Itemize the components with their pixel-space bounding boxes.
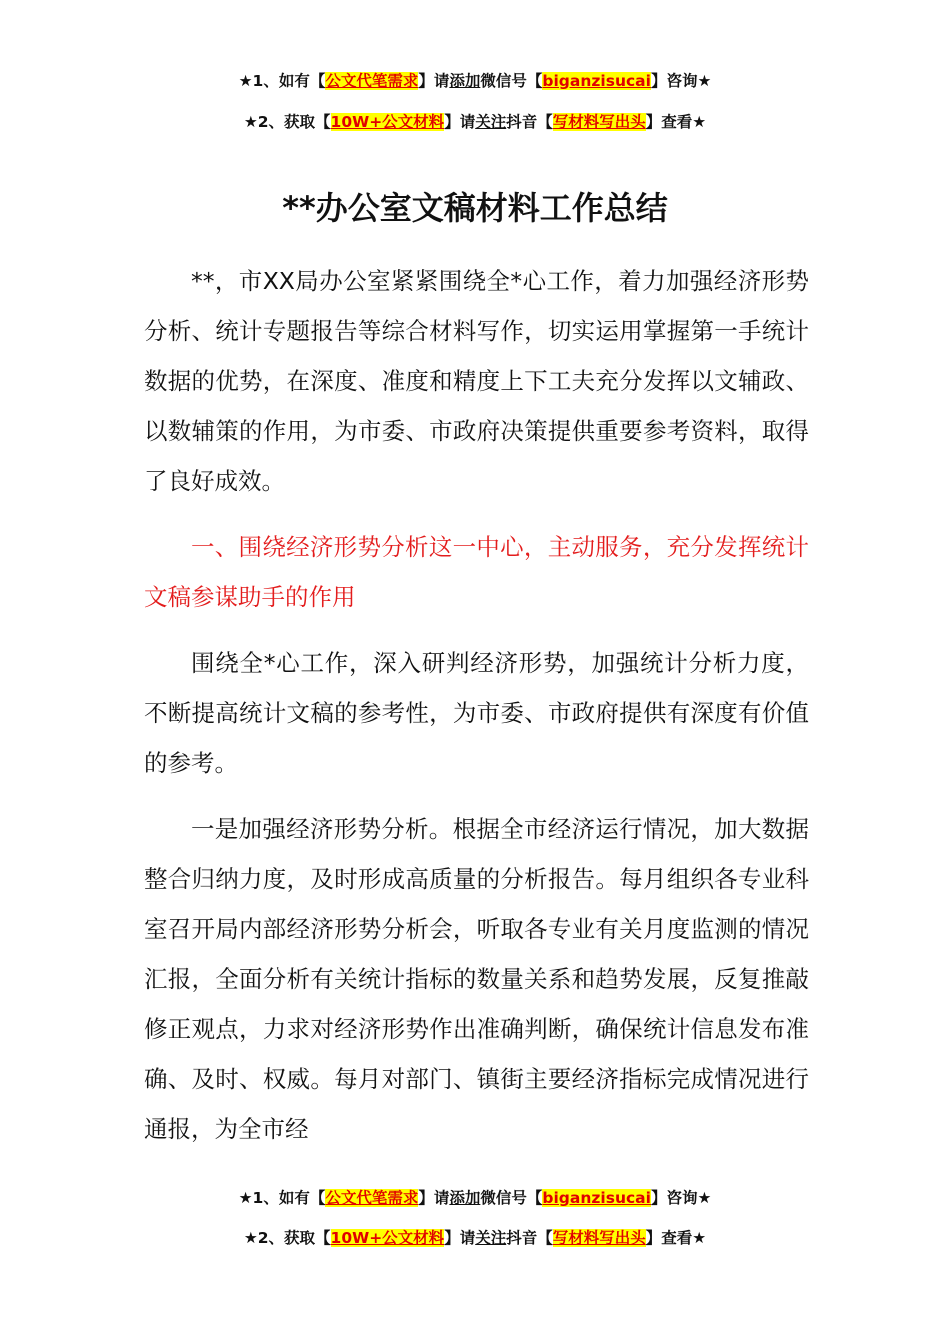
body-paragraph: 一是加强经济形势分析。根据全市经济运行情况，加大数据整合归纳力度，及时形成高质量的分析报告。每月组织各专业科室召开局内部经济形势分析会，听取各专业有关月度监测的情况汇报，全面分析有关统计指标的数量关系和趋势发展，反复推敲修正观点，力求对经济形势作出准确判断，确保统计信息发布准确、及时、权威。每月对部门、镇街主要经济指标完成情况进行通报，为全市经 (144, 815, 809, 1143)
banner-text: 】咨询★ (650, 72, 712, 90)
footer-banner-line-1 (0, 1187, 950, 1209)
banner-text: 】请 (418, 1189, 450, 1207)
banner-highlight: 写材料写出头 (552, 1229, 646, 1247)
banner-underlined: 添加 (449, 72, 481, 90)
banner-text: 】咨询★ (650, 1189, 712, 1207)
banner-highlight: biganzisucai (542, 1189, 651, 1207)
banner-text: 】请 (418, 72, 450, 90)
intro-paragraph: **，市XX局办公室紧紧围绕全*心工作，着力加强经济形势分析、统计专题报告等综合材料写作，切实运用掌握第一手统计数据的优势，在深度、准度和精度上下工夫充分发挥以文辅政、以数辅策的作用，为市委、市政府决策提供重要参考资料，取得了良好成效。 (144, 267, 809, 495)
banner-underlined: 关注 (475, 1229, 507, 1247)
document-title: **办公室文稿材料工作总结 (282, 189, 668, 227)
section-heading: 一、围绕经济形势分析这一中心，主动服务，充分发挥统计文稿参谋助手的作用 (144, 533, 809, 611)
banner-text: 抖音【 (506, 113, 553, 131)
banner-underlined: 添加 (449, 1189, 481, 1207)
banner-text: 】查看★ (645, 1229, 707, 1247)
banner-text: 】请 (444, 1229, 476, 1247)
body-paragraph: 围绕全*心工作，深入研判经济形势，加强统计分析力度，不断提高统计文稿的参考性，为市委、市政府提供有深度有价值的参考。 (144, 649, 809, 777)
banner-highlight: 公文代笔需求 (325, 1189, 419, 1207)
banner-text: 抖音【 (506, 1229, 553, 1247)
banner-text: 微信号【 (480, 72, 543, 90)
header-banner-line-1 (0, 70, 950, 92)
banner-text: 】请 (444, 113, 476, 131)
banner-text: ★1、如有【 (238, 72, 326, 90)
banner-text: ★2、获取【 (243, 1229, 331, 1247)
banner-highlight: 写材料写出头 (552, 113, 646, 131)
banner-text: 】查看★ (645, 113, 707, 131)
banner-text: ★2、获取【 (243, 113, 331, 131)
banner-highlight: 10W+公文材料 (330, 113, 445, 131)
footer-banner-line-2 (0, 1227, 950, 1249)
banner-underlined: 关注 (475, 113, 507, 131)
banner-highlight: biganzisucai (542, 72, 651, 90)
header-banner-line-2 (0, 111, 950, 133)
banner-text: 微信号【 (480, 1189, 543, 1207)
banner-highlight: 10W+公文材料 (330, 1229, 445, 1247)
banner-text: ★1、如有【 (238, 1189, 326, 1207)
banner-highlight: 公文代笔需求 (325, 72, 419, 90)
document-body (144, 256, 809, 1170)
